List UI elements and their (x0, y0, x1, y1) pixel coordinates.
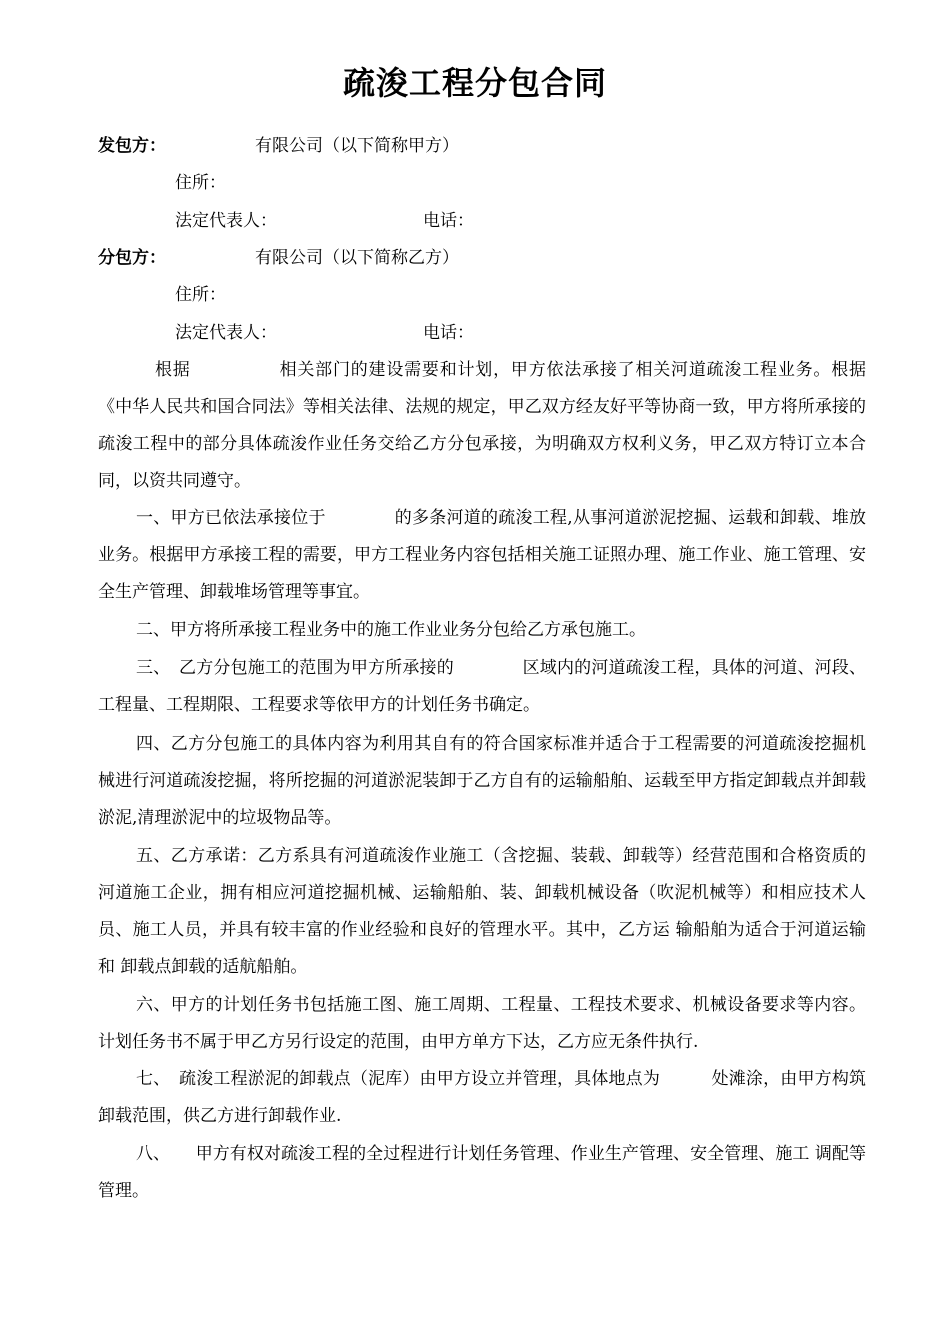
document-title: 疏浚工程分包合同 (342, 64, 607, 102)
paragraph-clause-5: 五、乙方承诺：乙方系具有河道疏浚作业施工（含挖掘、装载、卸载等）经营范围和合格资质的河道施工企业，拥有相应河道挖掘机械、运输船舶、装、卸载机械设备（吹泥机械等）和相应技术人员、施工人员，并具有较丰富的作业经验和良好的管理水平。其中，乙方运 输船舶为适合于河道运输和 卸载点卸载的适航船舶。 (98, 846, 866, 977)
paragraph-clause-4: 四、乙方分包施工的具体内容为利用其自有的符合国家标准并适合于工程需要的河道疏浚挖掘机械进行河道疏浚挖掘，将所挖掘的河道淤泥装卸于乙方自有的运输船舶、运载至甲方指定卸载点并卸载淤泥,清理淤泥中的垃圾物品等。 (98, 734, 866, 828)
contractor-phone-label: 电话： (423, 211, 474, 231)
contractor-company: 有限公司（以下简称甲方） (255, 136, 459, 156)
subcontractor-company: 有限公司（以下简称乙方） (255, 248, 459, 268)
paragraph-preamble: 根据 相关部门的建设需要和计划，甲方依法承接了相关河道疏浚工程业务。根据《中华人民共和国合同法》等相关法律、法规的规定，甲乙双方经友好平等协商一致，甲方将所承接的疏浚工程中的部分具体疏浚作业任务交给乙方分包承接，为明确双方权利义务，甲乙双方特订立本合同，以资共同遵守。 (98, 360, 866, 491)
subcontractor-phone-label: 电话： (423, 323, 474, 343)
subcontractor-label: 分包方： (98, 248, 166, 268)
paragraph-clause-6: 六、甲方的计划任务书包括施工图、施工周期、工程量、工程技术要求、机械设备要求等内容。计划任务书不属于甲乙方另行设定的范围，由甲方单方下达，乙方应无条件执行. (98, 995, 866, 1052)
paragraph-clause-1: 一、甲方已依法承接位于 的多条河道的疏浚工程,从事河道淤泥挖掘、运载和卸载、堆放业务。根据甲方承接工程的需要，甲方工程业务内容包括相关施工证照办理、施工作业、施工管理、安全生产管理、卸载堆场管理等事宜。 (98, 508, 866, 602)
paragraph-clause-3: 三、 乙方分包施工的范围为甲方所承接的 区域内的河道疏浚工程，具体的河道、河段、工程量、工程期限、工程要求等依甲方的计划任务书确定。 (98, 658, 866, 715)
contractor-label: 发包方： (98, 136, 166, 156)
paragraph-clause-2: 二、甲方将所承接工程业务中的施工作业业务分包给乙方承包施工。 (136, 620, 646, 640)
contractor-rep-label: 法定代表人： (175, 211, 277, 231)
contractor-address-label: 住所： (175, 173, 226, 193)
paragraph-clause-8: 八、 甲方有权对疏浚工程的全过程进行计划任务管理、作业生产管理、安全管理、施工 调配等管理。 (98, 1144, 866, 1201)
subcontractor-rep-label: 法定代表人： (175, 323, 277, 343)
paragraph-clause-7: 七、 疏浚工程淤泥的卸载点（泥库）由甲方设立并管理，具体地点为 处滩涂，由甲方构筑卸载范围，供乙方进行卸载作业. (98, 1069, 866, 1126)
subcontractor-address-label: 住所： (175, 285, 226, 305)
